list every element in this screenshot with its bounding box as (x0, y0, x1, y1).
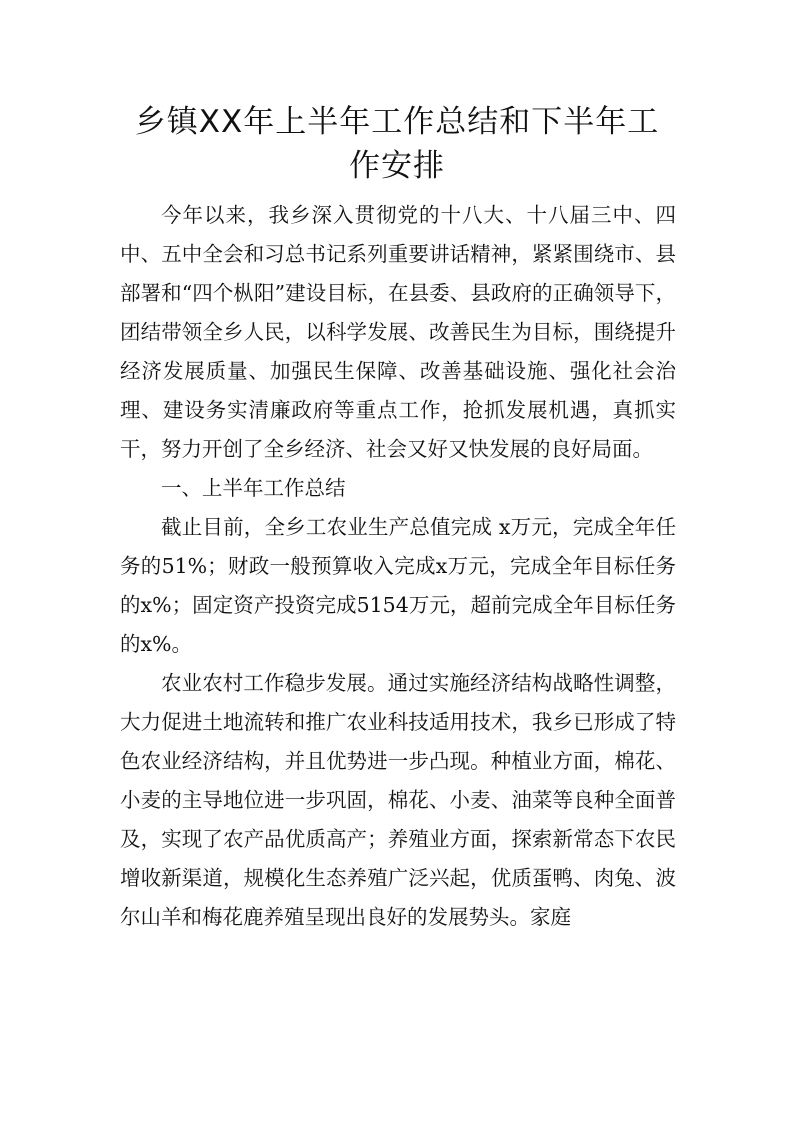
title-line-1: 乡镇XX年上半年工作总结和下半年工 (134, 104, 660, 140)
document-title (100, 100, 694, 188)
agriculture-paragraph: 农业农村工作稳步发展。通过实施经济结构战略性调整，大力促进土地流转和推广农业科技适用技术，我乡已形成了特色农业经济结构，并且优势进一步凸现。种植业方面，棉花、小麦的主导地位进一步巩固，棉花、小麦、油菜等良种全面普及，实现了农产品优质高产；养殖业方面，探索新常态下农民增收新渠道，规模化生态养殖广泛兴起，优质蛋鸭、肉兔、波尔山羊和梅花鹿养殖呈现出良好的发展势头。家庭 (120, 671, 676, 929)
section-heading: 一、上半年工作总结 (161, 476, 346, 500)
title-line-2: 作安排 (349, 148, 445, 184)
summary-paragraph: 截止目前，全乡工农业生产总值完成 x万元，完成全年任务的51%；财政一般预算收入完成x万元，完成全年目标任务的x%；固定资产投资完成5154万元，超前完成全年目标任务的x%。 (120, 515, 676, 656)
intro-paragraph: 今年以来，我乡深入贯彻党的十八大、十八届三中、四中、五中全会和习总书记系列重要讲话精神，紧紧围绕市、县部署和“四个枞阳”建设目标，在县委、县政府的正确领导下，团结带领全乡人民，以科学发展、改善民生为目标，围绕提升经济发展质量、加强民生保障、改善基础设施、强化社会治理、建设务实清廉政府等重点工作，抢抓发展机遇，真抓实干，努力开创了全乡经济、社会又好又快发展的良好局面。 (120, 203, 676, 461)
document-body (120, 196, 676, 937)
